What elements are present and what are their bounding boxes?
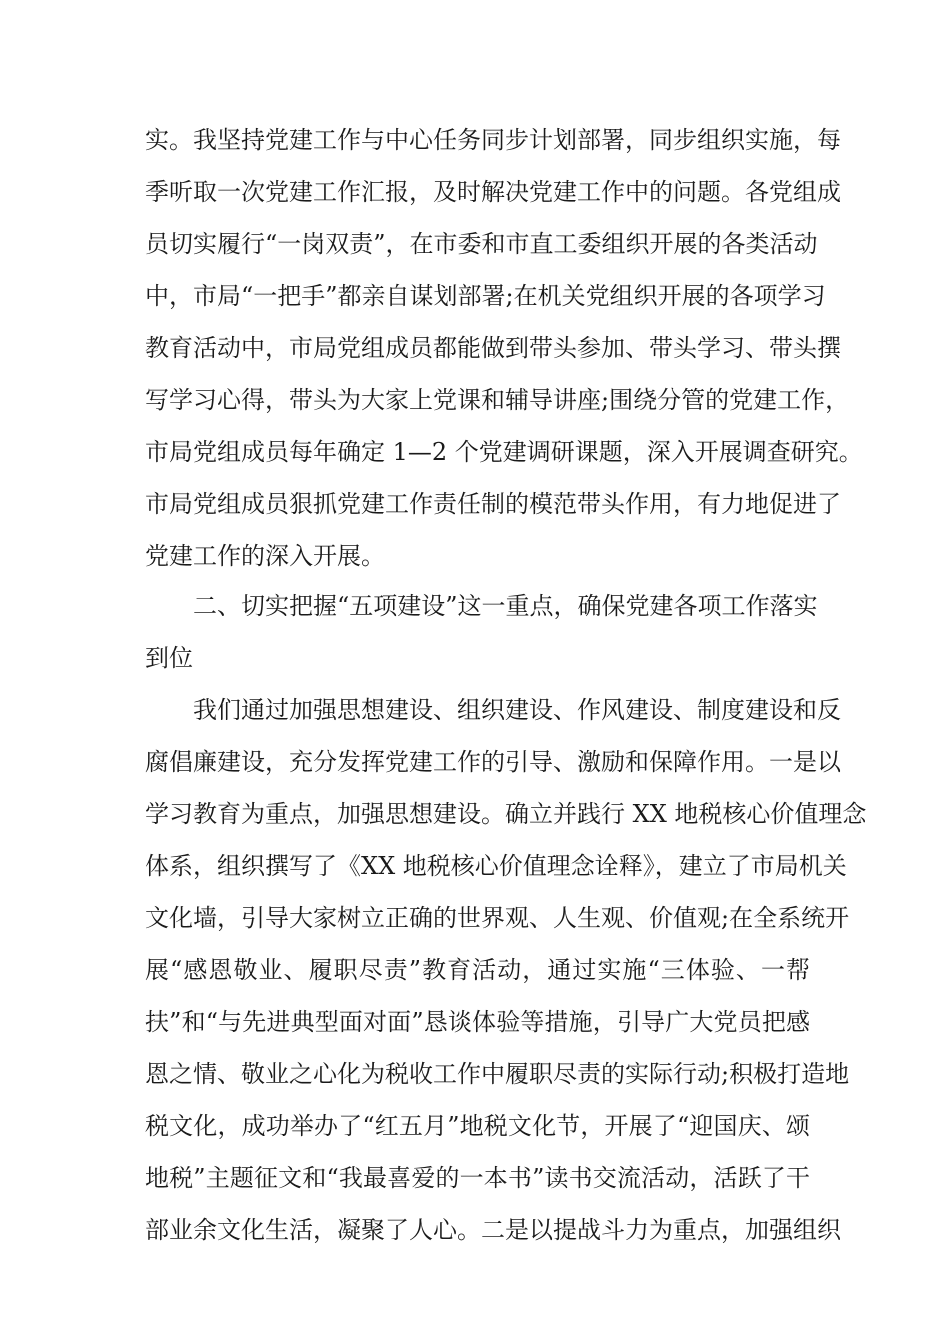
body-text-line: 部业余文化生活，凝聚了人心。二是以提战斗力为重点，加强组织 <box>145 1216 841 1244</box>
body-text-line: 员切实履行“一岗双责”，在市委和市直工委组织开展的各类活动 <box>145 230 818 258</box>
section-heading-line: 二、切实把握“五项建设”这一重点，确保党建各项工作落实 <box>193 592 818 620</box>
body-text-line: 学习教育为重点，加强思想建设。确立并践行 XX 地税核心价值理念 <box>145 800 867 828</box>
body-text-line: 教育活动中，市局党组成员都能做到带头参加、带头学习、带头撰 <box>145 334 841 362</box>
body-text-line: 我们通过加强思想建设、组织建设、作风建设、制度建设和反 <box>193 696 841 724</box>
body-text-line: 扶”和“与先进典型面对面”恳谈体验等措施，引导广大党员把感 <box>145 1008 810 1036</box>
body-text-line: 腐倡廉建设，充分发挥党建工作的引导、激励和保障作用。一是以 <box>145 748 841 776</box>
body-text-line: 展“感恩敬业、履职尽责”教育活动，通过实施“三体验、一帮 <box>145 956 810 984</box>
body-text-line: 恩之情、敬业之心化为税收工作中履职尽责的实际行动;积极打造地 <box>145 1060 850 1088</box>
body-text-line: 党建工作的深入开展。 <box>145 542 385 570</box>
body-text-line: 季听取一次党建工作汇报，及时解决党建工作中的问题。各党组成 <box>145 178 841 206</box>
body-text-line: 体系，组织撰写了《XX 地税核心价值理念诠释》，建立了市局机关 <box>145 852 847 880</box>
body-text-line: 税文化，成功举办了“红五月”地税文化节，开展了“迎国庆、颂 <box>145 1112 810 1140</box>
body-text-line: 实。我坚持党建工作与中心任务同步计划部署，同步组织实施，每 <box>145 126 841 154</box>
body-text-line: 中，市局“一把手”都亲自谋划部署;在机关党组织开展的各项学习 <box>145 282 826 310</box>
body-text-line: 市局党组成员狠抓党建工作责任制的模范带头作用，有力地促进了 <box>145 490 841 518</box>
body-text-line: 市局党组成员每年确定 1—2 个党建调研课题，深入开展调查研究。 <box>145 438 863 466</box>
body-text-line: 文化墙，引导大家树立正确的世界观、人生观、价值观;在全系统开 <box>145 904 850 932</box>
section-heading-line: 到位 <box>145 644 193 672</box>
body-text-line: 地税”主题征文和“我最喜爱的一本书”读书交流活动，活跃了干 <box>145 1164 810 1192</box>
body-text-line: 写学习心得，带头为大家上党课和辅导讲座;围绕分管的党建工作， <box>145 386 850 414</box>
